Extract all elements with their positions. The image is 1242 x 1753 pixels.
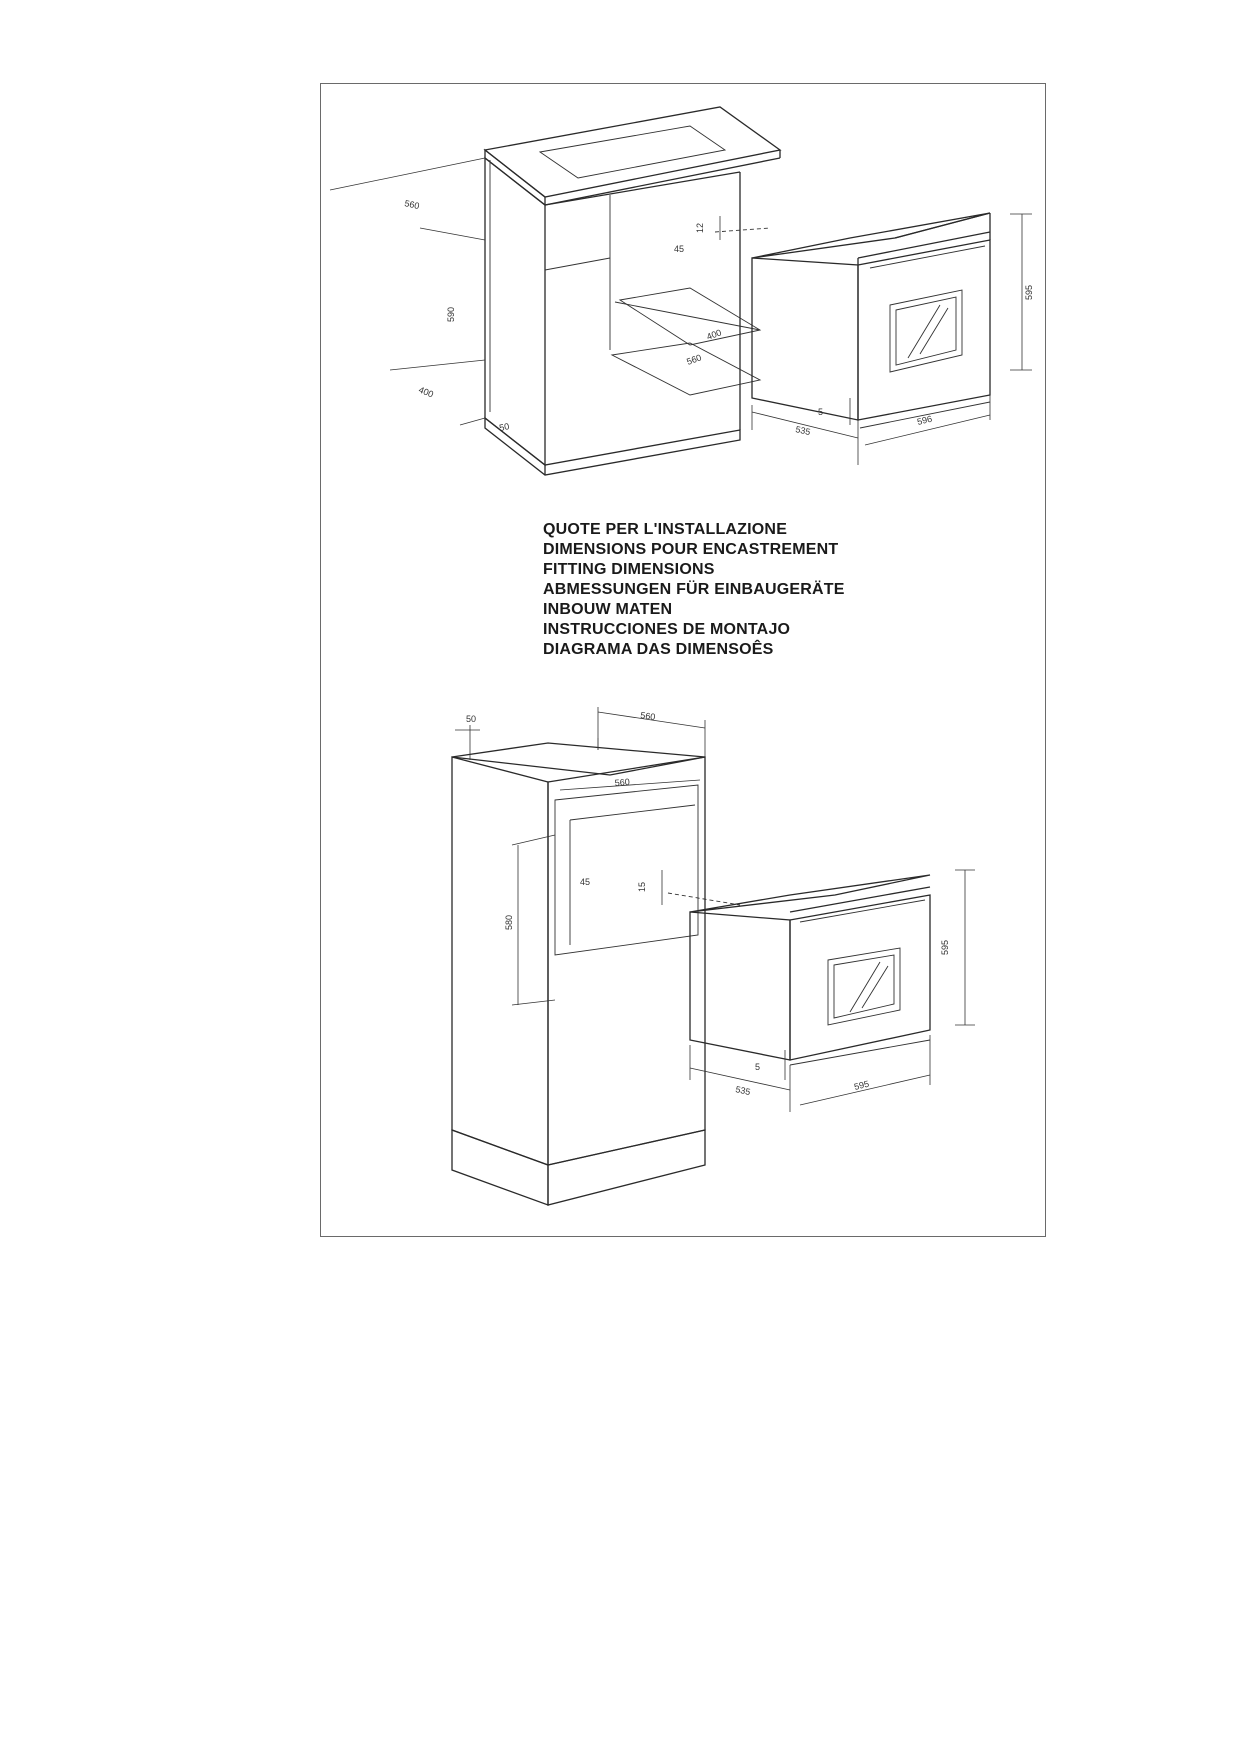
bottom-dim-oven-depth: 535: [734, 1084, 752, 1098]
top-dim-front-gap: 5: [818, 407, 824, 417]
top-dim-recess: 45: [674, 244, 685, 254]
top-dim-cabinet-height: 590: [446, 306, 456, 322]
caption-line-de: ABMESSUNGEN FÜR EINBAUGERÄTE: [543, 581, 845, 598]
bottom-dim-front-gap: 5: [755, 1062, 761, 1072]
bottom-dim-gap: 15: [637, 881, 647, 892]
top-dim-opening-width: 560: [685, 352, 703, 367]
top-dim-vent-width: 400: [705, 327, 723, 342]
bottom-dim-opening-height: 580: [504, 914, 514, 930]
caption-line-en: FITTING DIMENSIONS: [543, 561, 715, 578]
cabinet-inner: [545, 172, 760, 430]
top-dim-plinth: 50: [498, 421, 511, 433]
bottom-dim-top-depth: 560: [639, 710, 656, 723]
bottom-dim-oven-width: 595: [853, 1078, 871, 1092]
top-dim-oven-height: 595: [1024, 284, 1034, 300]
bottom-dim-side-offset: 50: [466, 714, 477, 724]
bottom-diagram: [452, 707, 975, 1205]
bottom-dim-recess: 45: [580, 877, 591, 887]
top-dim-oven-width: 596: [916, 413, 934, 427]
cabinet-side: [485, 158, 545, 465]
top-dim-rear-depth: 400: [417, 384, 435, 400]
plinth: [485, 418, 740, 475]
bottom-dim-opening-width: 560: [614, 776, 631, 788]
bottom-dim-oven-height: 595: [940, 939, 950, 955]
caption-line-es: INSTRUCCIONES DE MONTAJO: [543, 621, 791, 638]
top-dim-gap: 12: [695, 222, 705, 233]
caption-line-fr: DIMENSIONS POUR ENCASTREMENT: [543, 541, 839, 558]
top-dim-oven-depth: 535: [794, 424, 812, 438]
oven-top-diagram: [752, 213, 990, 428]
caption-line-pt: DIAGRAMA DAS DIMENSOÊS: [543, 641, 774, 658]
top-dim-cabinet-depth: 560: [403, 198, 421, 212]
oven-bottom-diagram: [690, 875, 930, 1065]
caption-line-nl: INBOUW MATEN: [543, 601, 673, 618]
dimensions-caption: [543, 520, 845, 660]
caption-line-it: QUOTE PER L'INSTALLAZIONE: [543, 521, 788, 538]
